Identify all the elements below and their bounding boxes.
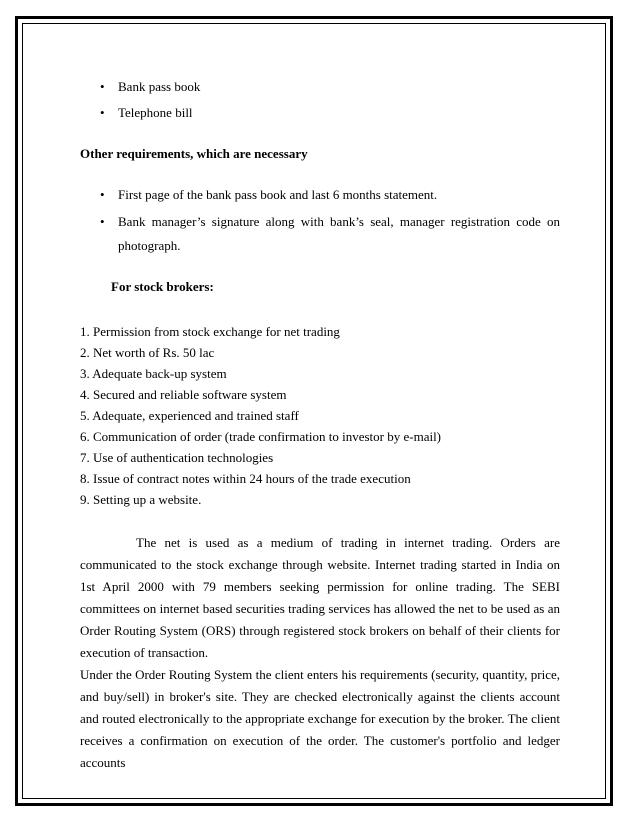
list-item: 6. Communication of order (trade confirmation to investor by e-mail) — [80, 429, 442, 444]
list-item: 1. Permission from stock exchange for net trading — [80, 324, 340, 339]
list-item — [80, 184, 560, 205]
paragraph-order-routing: Under the Order Routing System the client enters his requirements (security, quantity, price, and buy/sell) in broker's site. They are checked electronically against the clients account and routed electronically to the appropriate exchange for execution by the broker. The client receives a confirmation on execution of the order. The customer's portfolio and ledger accounts — [80, 667, 560, 770]
list-item: 5. Adequate, experienced and trained staff — [80, 408, 299, 423]
list-item — [80, 102, 560, 123]
bullet-icon: • — [100, 214, 105, 229]
bullet-icon: • — [100, 105, 105, 120]
bullet-text: Bank pass book — [118, 79, 201, 94]
bullet-icon: • — [100, 187, 105, 202]
list-item: 2. Net worth of Rs. 50 lac — [80, 345, 215, 360]
list-item: 4. Secured and reliable software system — [80, 387, 287, 402]
other-bullet-list — [80, 184, 560, 258]
document-body — [80, 76, 560, 774]
list-item: 7. Use of authentication technologies — [80, 450, 274, 465]
list-item: 9. Setting up a website. — [80, 492, 202, 507]
stock-brokers-heading: For stock brokers: — [111, 279, 214, 294]
broker-requirements-list — [80, 321, 560, 510]
other-requirements-heading: Other requirements, which are necessary — [80, 146, 308, 161]
list-item — [80, 76, 560, 97]
bullet-text: Bank manager’s signature along with bank’s seal, manager registration code on photograph. — [118, 214, 560, 253]
bullet-text: Telephone bill — [118, 105, 193, 120]
list-item: 8. Issue of contract notes within 24 hours of the trade execution — [80, 471, 411, 486]
bullet-icon: • — [100, 79, 105, 94]
bullet-text: First page of the bank pass book and last 6 months statement. — [118, 187, 438, 202]
paragraph-internet-trading: The net is used as a medium of trading in internet trading. Orders are communicated to the stock exchange through website. Internet trading started in India on 1st April 2000 with 79 members seeking permission for online trading. The SEBI committees on internet based securities trading services has allowed the net to be used as an Order Routing System (ORS) through registered stock brokers on behalf of their clients for execution of transaction. — [80, 535, 560, 660]
list-item — [80, 210, 560, 258]
list-item: 3. Adequate back-up system — [80, 366, 227, 381]
top-bullet-list — [80, 76, 560, 123]
